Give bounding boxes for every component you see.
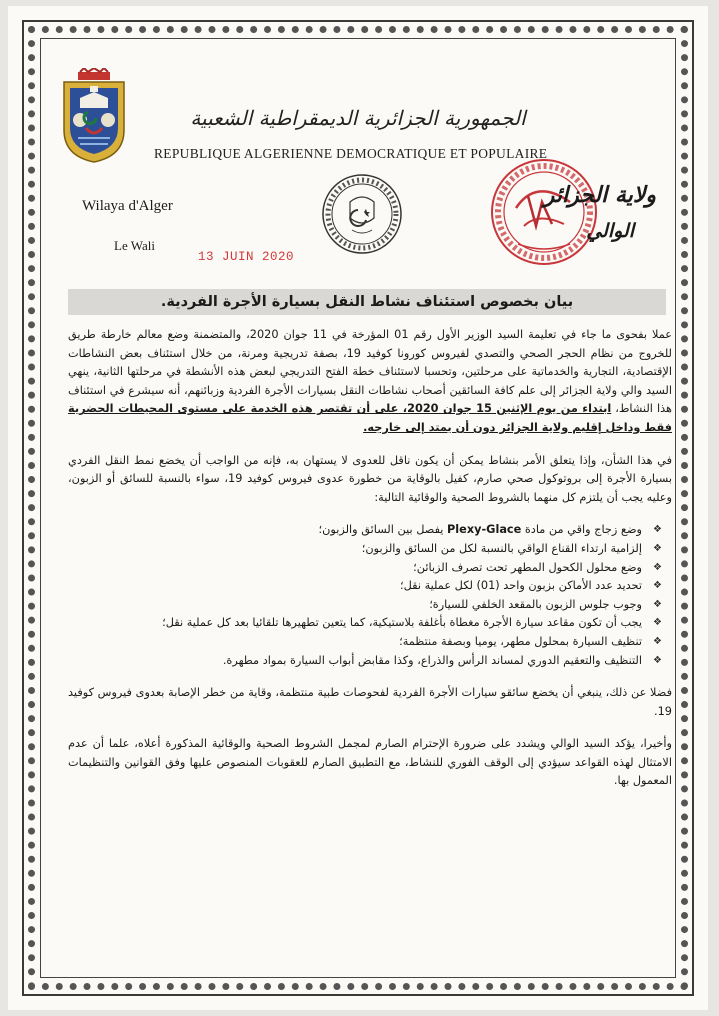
paragraph-intro xyxy=(68,326,672,438)
list-item: ❖ تحديد عدد الأماكن بزبون واحد (01) لكل عملية نقل؛ xyxy=(68,577,654,596)
list-item: ❖ يجب أن تكون مقاعد سيارة الأجرة مغطاة بأغلفة بلاستيكية، كما يتعين تطهيرها تلقائيا بعد كل عملية نقل؛ xyxy=(68,614,654,633)
wali-official-stamp xyxy=(488,156,600,268)
issuer-wali-arabic: الوالي xyxy=(586,220,634,242)
document-subject: بيان بخصوص استئناف نشاط النقل بسيارة الأجرة الفردية. xyxy=(160,294,574,310)
list-item: ❖ إلزامية ارتداء القناع الواقي بالنسبة لكل من السائق والزبون؛ xyxy=(68,540,654,559)
rule-material: Plexy-Glace xyxy=(447,523,522,537)
list-item: ❖ التنظيف والتعقيم الدوري لمساند الرأس والذراع، وكذا مقابض أبواب السيارة بمواد مطهرة. xyxy=(68,652,654,671)
list-item: ❖ تنظيف السيارة بمحلول مطهر، يوميا وبصفة منتظمة؛ xyxy=(68,633,654,652)
issuer-wilaya-french: Wilaya d'Alger xyxy=(82,198,173,214)
date-stamp: 13 JUIN 2020 xyxy=(198,250,295,264)
paragraph-medical: فضلا عن ذلك، ينبغي أن يخضع سائقو سيارات الأجرة الفردية لفحوصات طبية منتظمة، وقاية من خطر الإصابة بعدوى فيروس كوفيد 19. xyxy=(68,686,672,718)
paragraph-intro-text: عملا بفحوى ما جاء في تعليمة السيد الوزير الأول رقم 01 المؤرخة في 11 جوان 2020، والمتضمنة وضع معالم خارطة طريق للخروج من نظام الحجر الصحي والتصدي لفيروس كورونا كوفيد 19، بصفة تدريجية ومرنة، من خلال استئناف بعض النشاطات الإقتصادية، التجارية والخدماتية على مرحلتين، وتحسبا لاستئناف خطة الفتح التدريجي لبعض هذه الأنشطة في مرحلتها الثانية، ينهي السيد والي ولاية الجزائر إلى علم كافة السائقين أصحاب نشاطات النقل بسيارات الأجرة الفردية وزبائنهم، أنه سيشرع في استئناف هذا النشاط، xyxy=(68,328,673,416)
list-item: ❖ وجوب جلوس الزبون بالمقعد الخلفي للسيارة؛ xyxy=(68,596,654,615)
subject-banner xyxy=(68,289,666,315)
header-title-arabic: الجمهورية الجزائرية الديمقراطية الشعبية xyxy=(190,106,526,130)
document-body xyxy=(68,326,672,805)
paragraph-protocol: في هذا الشأن، وإذا يتعلق الأمر بنشاط يمكن أن يكون ناقل للعدوى لا يستهان به، فإنه من الواجب أن يخضع نمط النقل الفردي بسيارة الأجرة إلى بروتوكول صحي صارم، كفيل بالوقاية من خطورة عدوى فيروس كوفيد 19، سواء بالنسبة للسائق أو الزبون، وعليه يجب أن يلتزم كل منهما بالشروط الصحية والوقائية التالية: xyxy=(68,453,672,504)
health-rules-list xyxy=(68,521,672,670)
paragraph-closing: وأخيرا، يؤكد السيد الوالي ويشدد على ضرورة الإحترام الصارم لمجمل الشروط الصحية والوقائية المذكورة أعلاه، علما أن عدم الامتثال لهذه القواعد سيؤدي إلى الوقف الفوري للنشاط، مع التطبيق الصارم للعقوبات المنصوص عليها وفق القوانين والتنظيمات المعمول بها. xyxy=(68,737,672,788)
rule-text: يفصل بين السائق والزبون؛ xyxy=(318,523,448,537)
wilaya-coat-of-arms xyxy=(58,68,130,164)
list-item xyxy=(68,521,654,540)
paragraph-intro-highlight: ابتداء من يوم الإثنين 15 جوان 2020، على أن تقتصر هذه الخدمة على مستوى المحيطات الحضرية فقط وداخل إقليم ولاية الجزائر دون أن يمتد إلى خارجه. xyxy=(68,402,672,434)
header-title-french: REPUBLIQUE ALGERIENNE DEMOCRATIQUE ET POPULAIRE xyxy=(154,146,548,161)
issuer-wali-french: Le Wali xyxy=(114,238,155,253)
document-page xyxy=(8,6,708,1010)
issuer-wilaya-arabic: ولاية الجزائر xyxy=(543,182,656,208)
list-item: ❖ وضع محلول الكحول المطهر تحت تصرف الزبائن؛ xyxy=(68,559,654,578)
national-seal xyxy=(320,172,404,256)
rule-text: وضع زجاج واقي من مادة xyxy=(521,523,642,537)
